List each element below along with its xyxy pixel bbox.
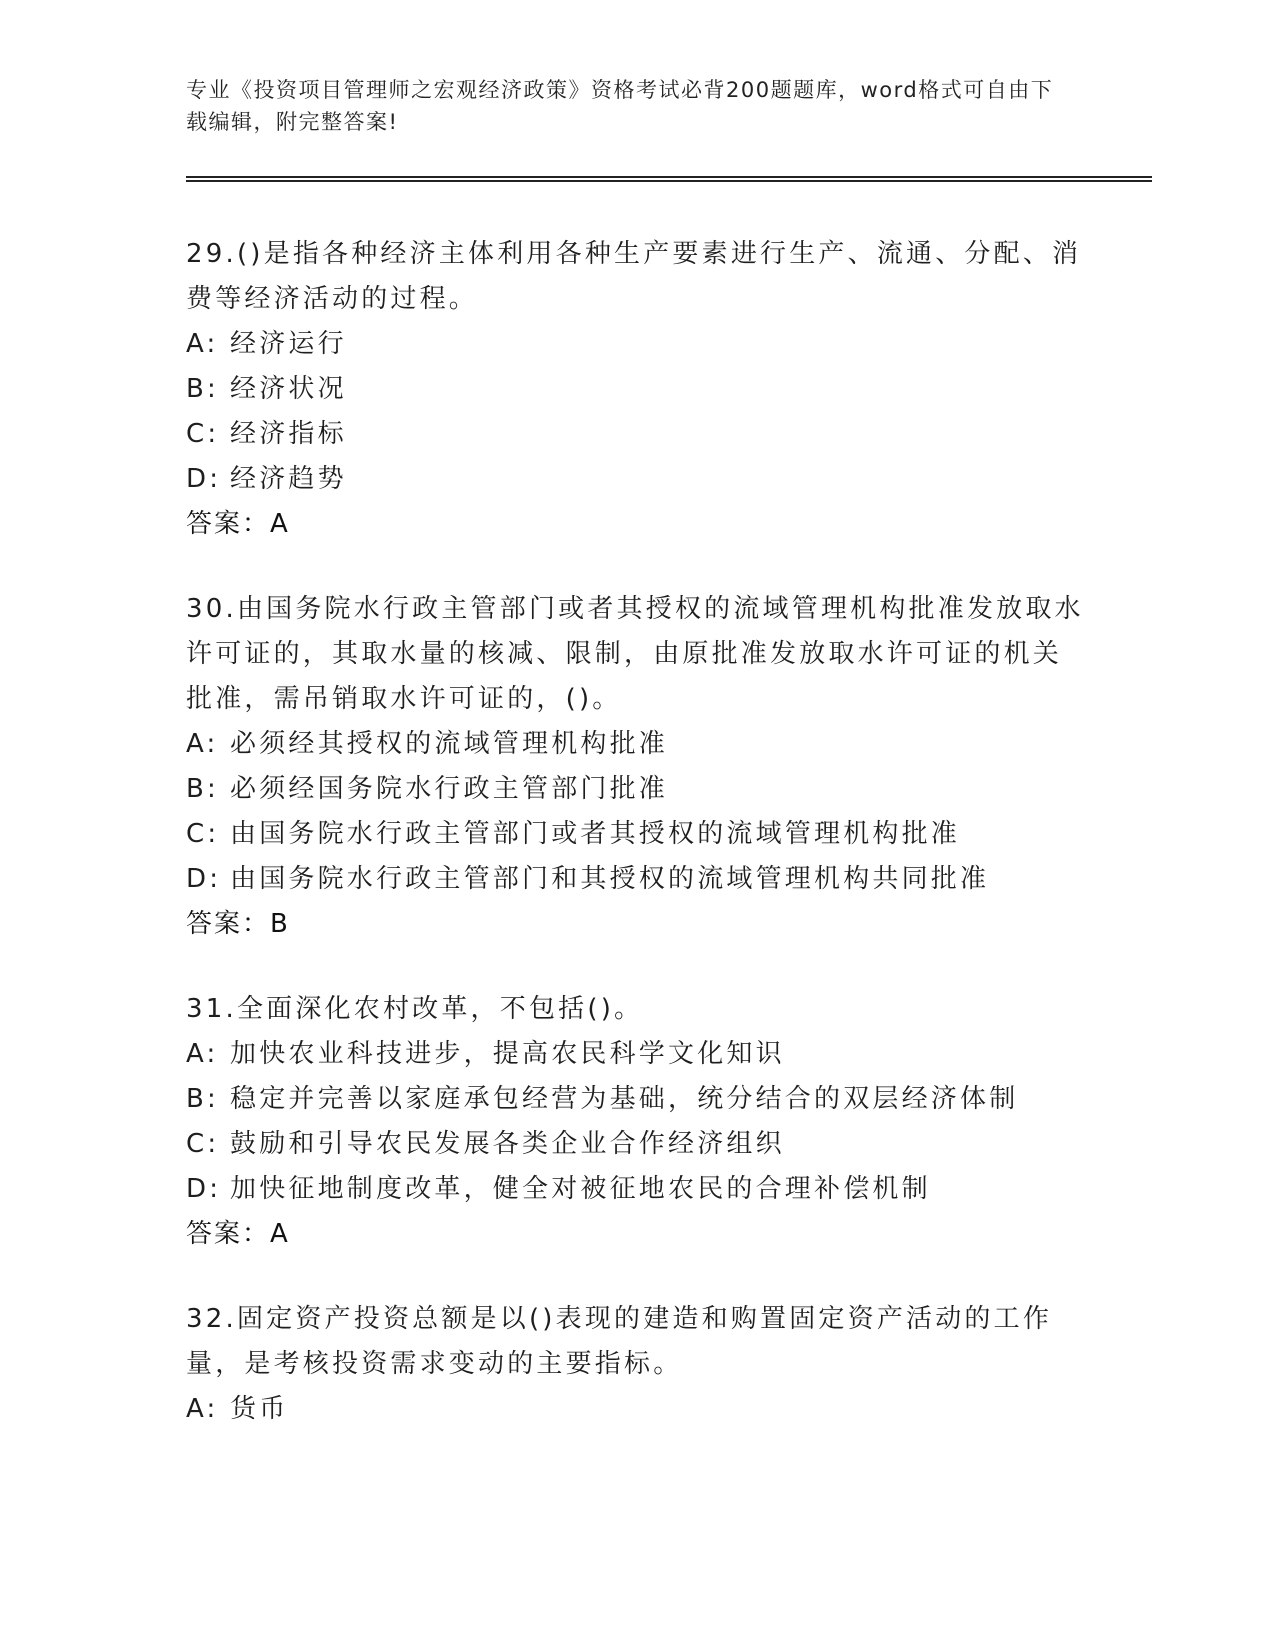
option-text: 稳定并完善以家庭承包经营为基础，统分结合的双层经济体制 xyxy=(230,1084,1019,1114)
option-text: 加快征地制度改革，健全对被征地农民的合理补偿机制 xyxy=(230,1174,931,1204)
option-a xyxy=(186,322,1086,367)
option-text: 经济运行 xyxy=(230,329,347,359)
option-b xyxy=(186,367,1086,412)
question-stem: 31.全面深化农村改革，不包括()。 xyxy=(186,994,644,1024)
option-text: 经济指标 xyxy=(230,419,347,449)
option-key: B: xyxy=(186,374,219,404)
answer-line: 答案：A xyxy=(186,1219,290,1249)
answer-line: 答案：A xyxy=(186,509,290,539)
question-list xyxy=(186,232,1086,1472)
option-text: 必须经其授权的流域管理机构批准 xyxy=(230,729,669,759)
option-key: B: xyxy=(186,774,219,804)
question-32 xyxy=(186,1297,1086,1432)
header-text: 专业《投资项目管理师之宏观经济政策》资格考试必背200题题库，word格式可自由下载编辑，附完整答案! xyxy=(186,78,1054,134)
option-key: C: xyxy=(186,1129,220,1159)
option-key: D: xyxy=(186,864,222,894)
option-key: B: xyxy=(186,1084,219,1114)
option-text: 经济趋势 xyxy=(230,464,347,494)
option-d xyxy=(186,857,1086,902)
header-double-rule xyxy=(186,176,1152,182)
option-c xyxy=(186,1122,1086,1167)
question-stem: 30.由国务院水行政主管部门或者其授权的流域管理机构批准发放取水许可证的，其取水量的核减、限制，由原批准发放取水许可证的机关批准，需吊销取水许可证的，()。 xyxy=(186,594,1084,714)
option-text: 由国务院水行政主管部门和其授权的流域管理机构共同批准 xyxy=(230,864,990,894)
option-c xyxy=(186,412,1086,457)
question-31 xyxy=(186,987,1086,1257)
option-a xyxy=(186,722,1086,767)
option-d xyxy=(186,457,1086,502)
option-a xyxy=(186,1032,1086,1077)
option-c xyxy=(186,812,1086,857)
option-key: A: xyxy=(186,1394,219,1424)
question-stem: 29.()是指各种经济主体利用各种生产要素进行生产、流通、分配、消费等经济活动的过程。 xyxy=(186,239,1082,314)
option-b xyxy=(186,767,1086,812)
option-b xyxy=(186,1077,1086,1122)
option-text: 货币 xyxy=(230,1394,289,1424)
option-key: A: xyxy=(186,729,219,759)
option-text: 加快农业科技进步，提高农民科学文化知识 xyxy=(230,1039,785,1069)
option-key: C: xyxy=(186,819,220,849)
option-a xyxy=(186,1387,1086,1432)
option-text: 经济状况 xyxy=(230,374,347,404)
option-key: C: xyxy=(186,419,220,449)
option-text: 由国务院水行政主管部门或者其授权的流域管理机构批准 xyxy=(230,819,961,849)
option-key: D: xyxy=(186,464,222,494)
document-header xyxy=(186,74,1066,138)
answer-line: 答案：B xyxy=(186,909,290,939)
question-stem: 32.固定资产投资总额是以()表现的建造和购置固定资产活动的工作量，是考核投资需求变动的主要指标。 xyxy=(186,1304,1053,1379)
option-text: 必须经国务院水行政主管部门批准 xyxy=(230,774,669,804)
option-key: A: xyxy=(186,329,219,359)
question-29 xyxy=(186,232,1086,547)
option-d xyxy=(186,1167,1086,1212)
option-key: D: xyxy=(186,1174,222,1204)
option-text: 鼓励和引导农民发展各类企业合作经济组织 xyxy=(230,1129,785,1159)
question-30 xyxy=(186,587,1086,947)
option-key: A: xyxy=(186,1039,219,1069)
